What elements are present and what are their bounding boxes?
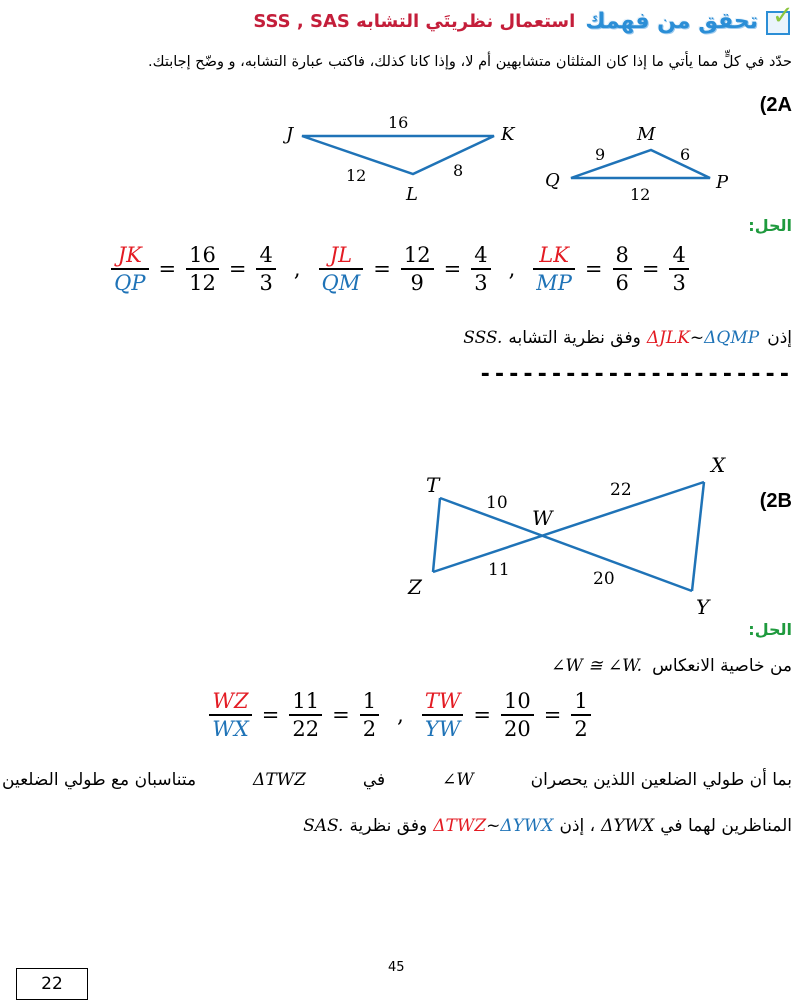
label-q: Q: [545, 170, 560, 191]
side-jk: 16: [388, 113, 409, 132]
paragraph-line-1: متناسبان مع طولي الضلعين ΔTWZ في ∠W بما أن طولي الضلعين اللذين يحصران: [2, 770, 792, 790]
side-wx: 22: [610, 480, 632, 500]
figure-2b: [400, 450, 760, 625]
side-lk: 8: [453, 161, 464, 180]
side-wy: 20: [593, 569, 615, 589]
seg-tz: [433, 498, 440, 572]
label-y: Y: [696, 595, 710, 619]
check-icon: ✓: [766, 8, 792, 34]
eq-2b-1: $\frac{WZ}{WX}$ = $\frac{11}{22}$ = $\frac{1}{2}$: [205, 690, 383, 740]
label-k: K: [501, 124, 515, 145]
theorem-sss: SSS.: [463, 328, 503, 348]
instruction-text: حدّد في كلٍّ مما يأتي ما إذا كان المثلثان متشابهين أم لا، وإذا كانا كذلك، فاكتب عبارة التشابه، و وضّح إجابتك.: [148, 54, 792, 70]
label-x: X: [711, 453, 726, 477]
eq-2a-2: $\frac{JL}{QM}$ = $\frac{12}{9}$ = $\frac{4}{3}$: [315, 244, 495, 294]
side-wz: 11: [488, 560, 510, 580]
header: [253, 1, 794, 36]
side-jl: 12: [346, 166, 367, 185]
question-label-2b: (2B: [759, 490, 792, 512]
label-p: P: [716, 172, 729, 193]
eq-2a-1: $\frac{JK}{QP}$ = $\frac{16}{12}$ = $\frac{4}{3}$: [107, 244, 280, 294]
eq-2a-3: $\frac{LK}{MP}$ = $\frac{8}{6}$ = $\frac{4}{3}$: [529, 244, 693, 294]
section-divider: ----------------------: [478, 362, 792, 387]
side-qm: 9: [595, 145, 606, 164]
eq-2b-2: $\frac{TW}{YW}$ = $\frac{10}{20}$ = $\frac{1}{2}$: [418, 690, 595, 740]
page-number-box: 22: [16, 968, 88, 1000]
label-l: L: [406, 184, 418, 205]
page-number-center: 45: [388, 960, 405, 975]
side-mp: 6: [680, 145, 691, 164]
reflexive-line: ∠W ≅ ∠W. من خاصية الانعكاس: [551, 656, 792, 676]
side-tw: 10: [486, 493, 508, 513]
side-qp: 12: [630, 185, 651, 204]
solution-label-2a: الحل:: [748, 216, 792, 235]
solution-label-2b: الحل:: [748, 620, 792, 639]
label-t: T: [426, 473, 440, 497]
seg-zx: [433, 482, 704, 572]
figure-2a: [270, 108, 750, 218]
header-title-blue: تحقق من فهمك: [585, 8, 758, 34]
question-label-2a: (2A: [759, 94, 792, 116]
seg-ty: [440, 498, 692, 591]
equations-2b: $\frac{WZ}{WX}$ = $\frac{11}{22}$ = $\frac{1}{2}$ , $\frac{TW}{YW}$ = $\frac{10}{20}$ = $\frac{1}{2}$: [0, 690, 800, 740]
header-title-red: استعمال نظريتَي التشابه SSS , SAS: [253, 10, 576, 32]
label-j: J: [286, 124, 294, 145]
label-z: Z: [408, 575, 422, 599]
label-m: M: [637, 124, 656, 145]
equations-2a: $\frac{JK}{QP}$ = $\frac{16}{12}$ = $\frac{4}{3}$ , $\frac{JL}{QM}$ = $\frac{12}{9}$ = $\frac{4}{3}$ , $\frac{LK}{MP}$ = $\frac{8}{6}$ = $\frac{4}{3}$: [0, 244, 800, 294]
paragraph-line-2: SAS. وفق نظرية ΔTWZ ~ ΔYWX ، إذن ΔYWX المناظرين لهما في: [303, 816, 792, 836]
seg-xy: [692, 482, 704, 591]
triangle-jkl: [302, 136, 494, 174]
label-w: W: [532, 506, 553, 530]
conclusion-2a: SSS. وفق نظرية التشابه ΔJLK ~ ΔQMP إذن: [463, 328, 792, 348]
